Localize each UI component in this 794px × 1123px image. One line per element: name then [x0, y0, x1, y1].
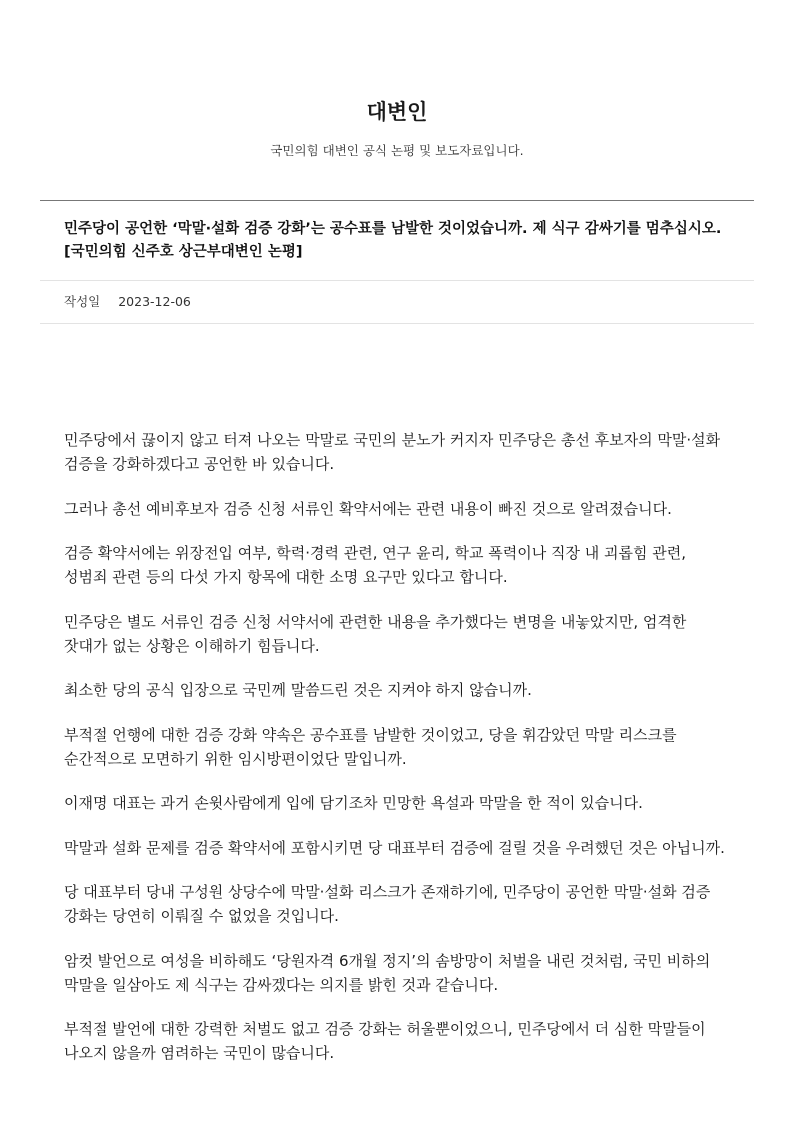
site-header [0, 0, 794, 160]
paragraph: 그러나 총선 예비후보자 검증 신청 서류인 확약서에는 관련 내용이 빠진 것으로 알려졌습니다. [64, 499, 672, 518]
paragraph: 당 대표부터 당내 구성원 상당수에 막말·설화 리스크가 존재하기에, 민주당이 공언한 막말·설화 검증 강화는 당연히 이뤄질 수 없었을 것입니다. [64, 883, 711, 925]
date-label: 작성일 [64, 294, 101, 309]
paragraph: 부적절 발언에 대한 강력한 처벌도 없고 검증 강화는 허울뿐이었으니, 민주당에서 더 심한 막말들이 나오지 않을까 염려하는 국민이 많습니다. [64, 1020, 706, 1062]
paragraph: 최소한 당의 공식 입장으로 국민께 말씀드린 것은 지켜야 하지 않습니까. [64, 681, 532, 699]
article [40, 200, 754, 1086]
article-title: 민주당이 공언한 ‘막말·설화 검증 강화’는 공수표를 남발한 것이었습니까. 제 식구 감싸기를 멈추십시오. [국민의힘 신주호 상근부대변인 논평] [64, 221, 722, 260]
paragraph: 부적절 언행에 대한 검증 강화 약속은 공수표를 남발한 것이었고, 당을 휘감았던 막말 리스크를 순간적으로 모면하기 위한 임시방편이었단 말입니까. [64, 725, 677, 768]
paragraph: 검증 확약서에는 위장전입 여부, 학력·경력 관련, 연구 윤리, 학교 폭력이나 직장 내 괴롭힘 관련, 성범죄 관련 등의 다섯 가지 항목에 대한 소명 요구만 있다고 합니다. [64, 544, 686, 586]
paragraph: 민주당은 별도 서류인 검증 신청 서약서에 관련한 내용을 추가했다는 변명을 내놓았지만, 엄격한 잣대가 없는 상황은 이해하기 힘듭니다. [64, 612, 687, 655]
site-subtitle: 국민의힘 대변인 공식 논평 및 보도자료입니다. [270, 143, 524, 158]
paragraph: 암컷 발언으로 여성을 비하해도 ‘당원자격 6개월 정지’의 솜방망이 처벌을 내린 것처럼, 국민 비하의 막말을 일삼아도 제 식구는 감싸겠다는 의지를 밝힌 것과 같습니다. [64, 951, 711, 994]
paragraph: 이재명 대표는 과거 손윗사람에게 입에 담기조차 민망한 욕설과 막말을 한 적이 있습니다. [64, 794, 643, 812]
post-date: 2023-12-06 [118, 294, 191, 309]
paragraph: 막말과 설화 문제를 검증 확약서에 포함시키면 당 대표부터 검증에 걸릴 것을 우려했던 것은 아닙니까. [64, 838, 725, 857]
article-body [40, 324, 754, 1065]
site-title[interactable]: 대변인 [366, 100, 428, 124]
article-meta [40, 281, 754, 323]
paragraph: 민주당에서 끊이지 않고 터져 나오는 막말로 국민의 분노가 커지자 민주당은 총선 후보자의 막말·설화 검증을 강화하겠다고 공언한 바 있습니다. [64, 431, 721, 473]
